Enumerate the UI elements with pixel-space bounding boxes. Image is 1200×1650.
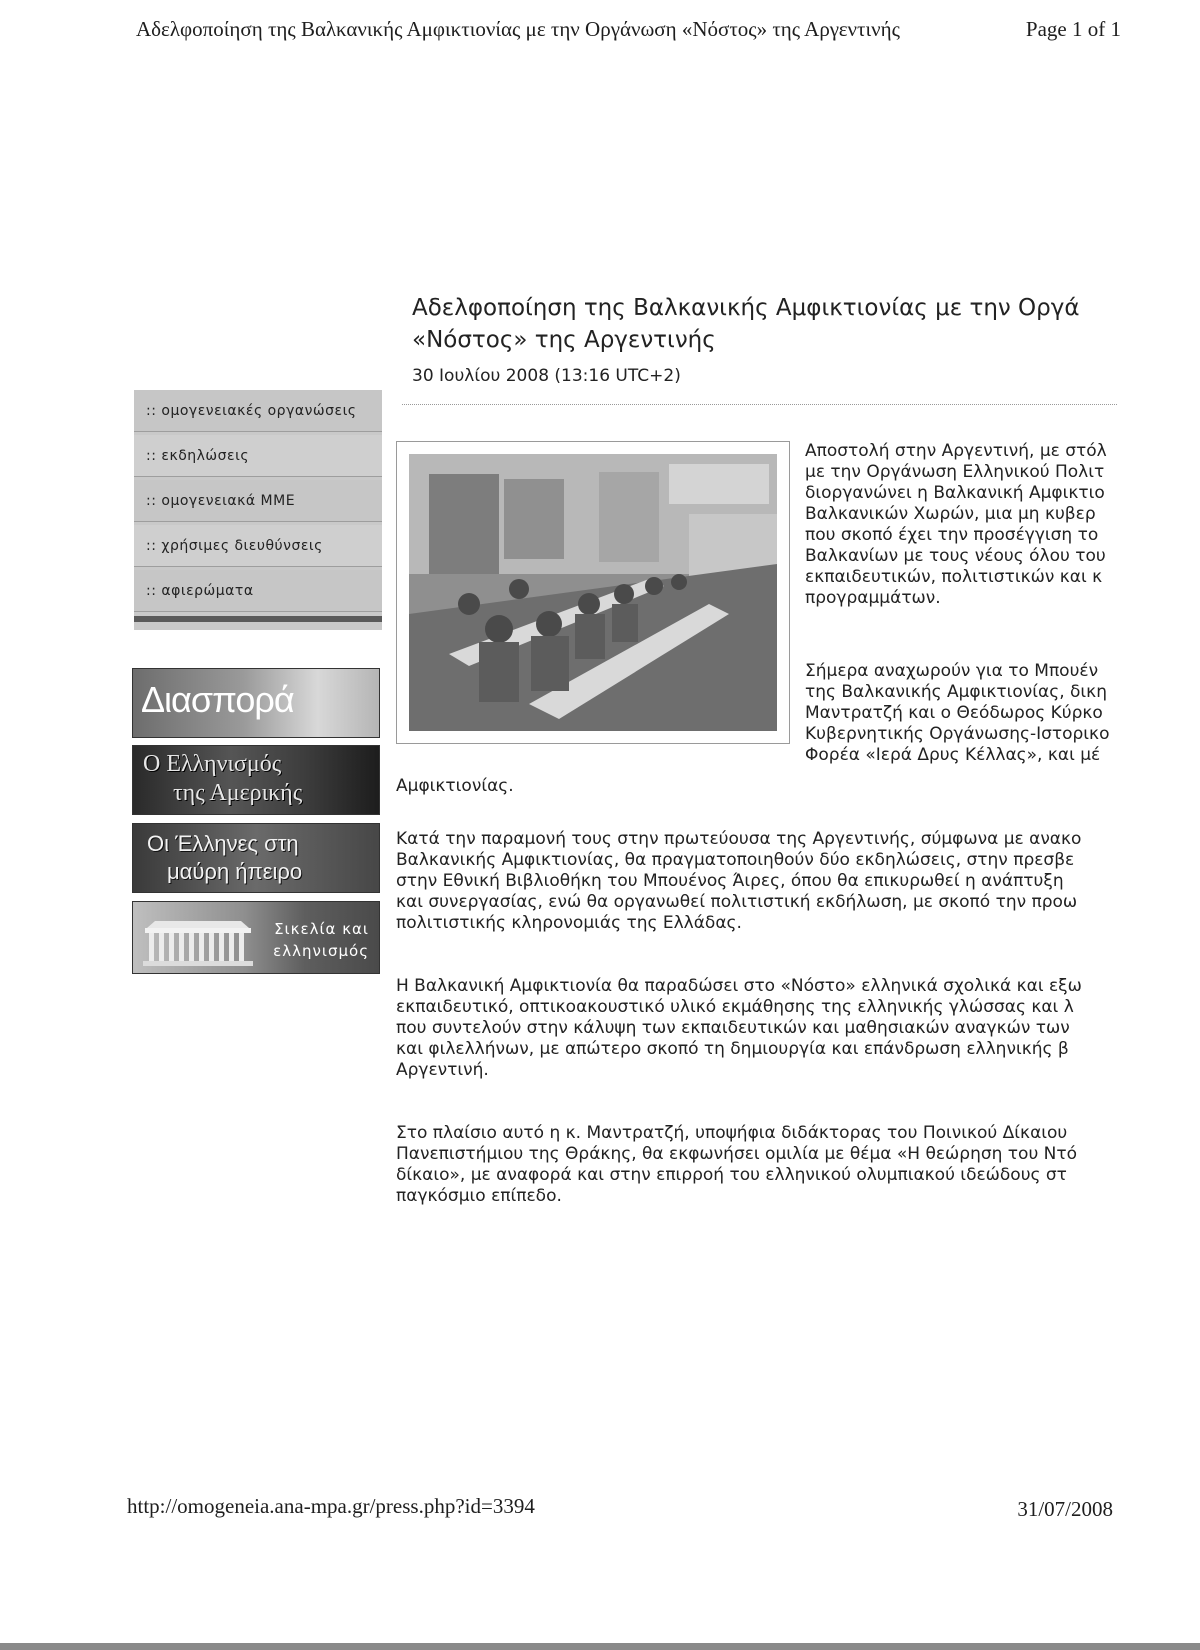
banner-sicily-text bbox=[273, 918, 369, 962]
source-url: http://omogeneia.ana-mpa.gr/press.php?id=3394 bbox=[127, 1494, 535, 1518]
classroom-photo bbox=[409, 454, 777, 731]
print-footer bbox=[127, 1494, 1113, 1524]
article-title bbox=[412, 292, 1122, 358]
banner-greeks-africa[interactable] bbox=[132, 823, 380, 893]
print-header bbox=[136, 17, 1121, 47]
page-number: Page 1 of 1 bbox=[1025, 17, 1121, 41]
print-date: 31/07/2008 bbox=[1017, 1497, 1113, 1521]
menu-item-features[interactable]: :: αφιερώματα bbox=[134, 570, 382, 612]
banner-hellenism-america-line2: της Αμερικής bbox=[173, 780, 303, 806]
banner-hellenism-america-text bbox=[143, 750, 302, 808]
menu-item-events[interactable]: :: εκδηλώσεις bbox=[134, 435, 382, 477]
banner-sicily[interactable] bbox=[132, 901, 380, 974]
article-title-line2: «Νόστος» της Αργεντινής bbox=[412, 327, 716, 353]
article-paragraph-2-tail: Αμφικτιονίας. bbox=[396, 776, 514, 796]
menu-item-media[interactable]: :: ομογενειακά ΜΜΕ bbox=[134, 480, 382, 522]
article-title-line1: Αδελφοποίηση της Βαλκανικής Αμφικτιονίας με την Οργά bbox=[412, 295, 1080, 321]
scan-edge bbox=[0, 1643, 1200, 1650]
sidebar-menu bbox=[134, 390, 382, 630]
title-divider bbox=[402, 404, 1117, 405]
menu-divider bbox=[134, 616, 382, 622]
menu-item-addresses[interactable]: :: χρήσιμες διευθύνσεις bbox=[134, 525, 382, 567]
banner-hellenism-america-line1: Ο Ελληνισμός bbox=[143, 751, 282, 777]
article-photo-frame bbox=[396, 441, 790, 744]
banner-sicily-line1: Σικελία και bbox=[274, 920, 369, 938]
menu-item-organizations[interactable]: :: ομογενειακές οργανώσεις bbox=[134, 390, 382, 432]
banner-diaspora-text: Διασπορά bbox=[141, 679, 294, 720]
banner-greeks-africa-text bbox=[147, 830, 302, 886]
article-paragraph-4: Η Βαλκανική Αμφικτιονία θα παραδώσει στο «Νόστο» ελληνικά σχολικά και εξω εκπαιδευτικό, οπτικοακουστικό υλικό εκμάθησης της ελληνικής γλώσσας και λ που συντελούν στην κάλυψη των εκπαιδευτικών και μαθησιακών αναγκών των και φιλελλήνων, με απώτερο σκοπό τη δημιουργία και επάνδρωση ελληνικής β Αργεντινή. bbox=[396, 976, 1082, 1080]
article-paragraph-3: Κατά την παραμονή τους στην πρωτεύουσα της Αργεντινής, σύμφωνα με ανακο Βαλκανικής Αμφικτιονίας, θα πραγματοποιηθούν δύο εκδηλώσεις, στην πρεσβε στην Εθνική Βιβλιοθήκη του Μπουένος Άιρες, όπου θα επικυρωθεί η ανάπτυξη και συνεργασίας, ενώ θα οργανωθεί πολιτιστική εκδήλωση, με σκοπό την προω πολιτιστικής κληρονομιάς της Ελλάδας. bbox=[396, 829, 1082, 933]
temple-icon bbox=[143, 916, 253, 966]
banner-sicily-line2: ελληνισμός bbox=[273, 942, 369, 960]
banner-greeks-africa-line1: Οι Έλληνες στη bbox=[147, 831, 299, 856]
article-paragraph-5: Στο πλαίσιο αυτό η κ. Μαντρατζή, υποψήφια διδάκτορας του Ποινικού Δίκαιου Πανεπιστήμιου της Θράκης, θα εκφωνήσει ομιλία με θέμα «Η θεώρηση του Ντό δίκαιο», με αναφορά και στην επιρροή του ελληνικού ολυμπιακού ιδεώδους στ παγκόσμιο επίπεδο. bbox=[396, 1123, 1078, 1206]
print-header-title: Αδελφοποίηση της Βαλκανικής Αμφικτιονίας με την Οργάνωση «Νόστος» της Αργεντινής bbox=[136, 17, 900, 41]
article-paragraph-1: Αποστολή στην Αργεντινή, με στόλ με την Οργάνωση Ελληνικού Πολιτ διοργανώνει η Βαλκανική Αμφικτιο Βαλκανικών Χωρών, μια μη κυβερ που σκοπό έχει την προσέγγιση το Βαλκανίων με τους νέους όλου του εκπαιδευτικών, πολιτιστικών και κ προγραμμάτων. bbox=[805, 441, 1107, 608]
article-date: 30 Ιουλίου 2008 (13:16 UTC+2) bbox=[412, 366, 681, 386]
banner-greeks-africa-line2: μαύρη ήπειρο bbox=[167, 859, 303, 884]
banner-diaspora[interactable] bbox=[132, 668, 380, 738]
banner-hellenism-america[interactable] bbox=[132, 745, 380, 815]
article-paragraph-2: Σήμερα αναχωρούν για το Μπουέν της Βαλκανικής Αμφικτιονίας, δικη Μαντρατζή και ο Θεόδωρος Κύρκο Κυβερνητικής Οργάνωσης-Ιστορικο Φορέα «Ιερά Δρυς Κέλλας», και μέ bbox=[805, 661, 1110, 765]
